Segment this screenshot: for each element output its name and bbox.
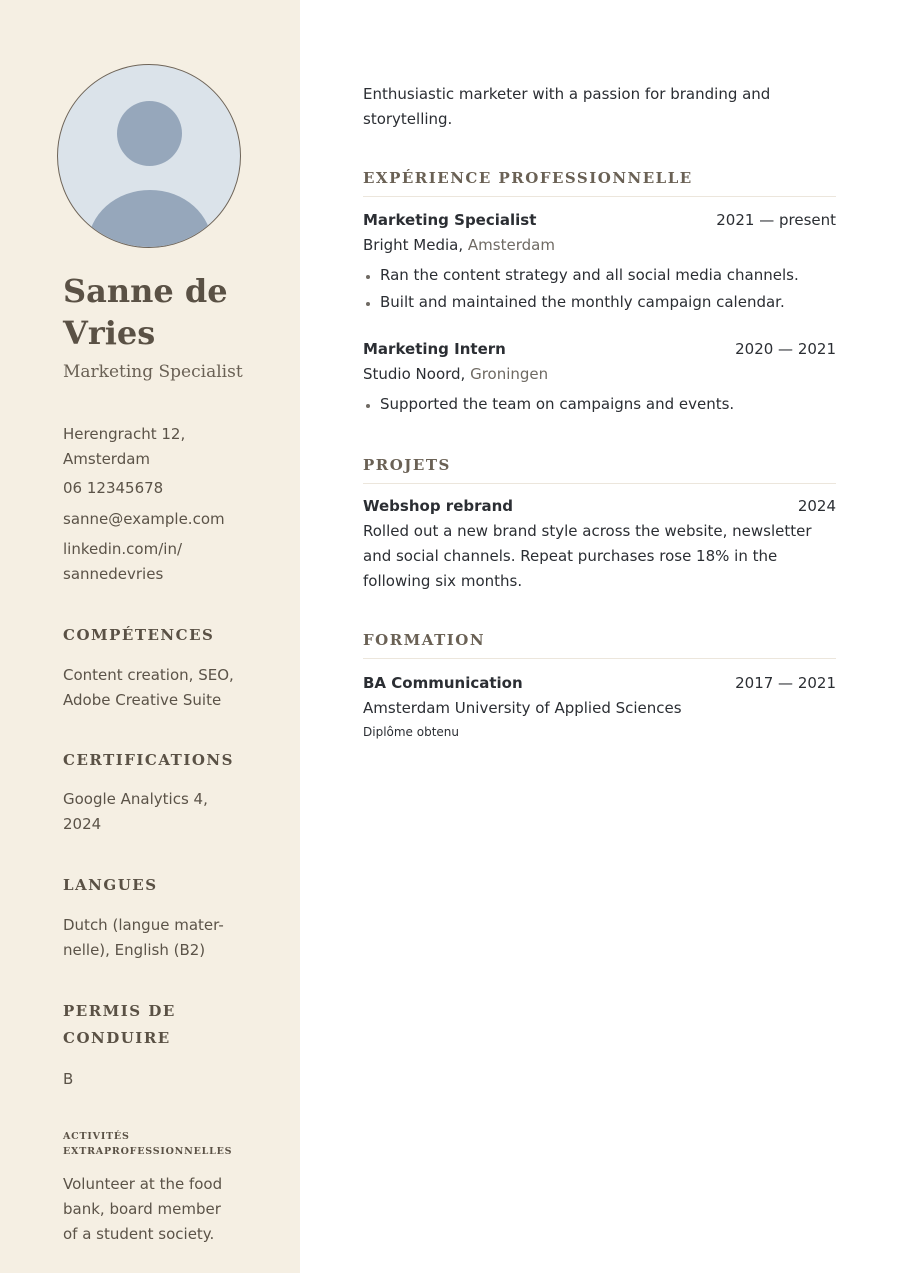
license-heading: PERMIS DE CONDUIRE [63, 1002, 176, 1047]
contact-phone: 06 12345678 [63, 479, 164, 497]
job-organization: Bright Media, Amsterdam [363, 236, 555, 254]
certifications-heading: CERTIFICATIONS [63, 751, 234, 769]
degree-dates: 2017 — 2021 [735, 674, 836, 692]
job-location: Amsterdam [467, 236, 555, 254]
contact-linkedin[interactable]: linkedin.com/in/ sannedevries [63, 540, 183, 583]
experience-heading: EXPÉRIENCE PROFESSIONNELLE [363, 169, 836, 197]
job-bullets [363, 262, 836, 316]
activities-heading: ACTIVITÉS EXTRAPROFESSIONNELLES [63, 1131, 233, 1157]
candidate-role: Marketing Specialist [63, 362, 243, 382]
avatar-body-shape [88, 190, 212, 248]
project-title: Webshop rebrand [363, 497, 514, 515]
avatar-placeholder-icon [57, 64, 241, 248]
school-name: Amsterdam University of Applied Sciences [363, 699, 682, 717]
job-bullet: • Built and maintained the monthly campaign calendar. [380, 289, 836, 316]
job-location: Groningen [470, 365, 549, 383]
job-company: Bright Media [363, 236, 459, 254]
job-title: Marketing Specialist [363, 211, 537, 229]
job-bullets [363, 391, 836, 418]
job-bullet: • Ran the content strategy and all social media channels. [380, 262, 836, 289]
job-company: Studio Noord [363, 365, 461, 383]
languages-heading: LANGUES [63, 876, 158, 894]
certifications-text: Google Analytics 4, 2024 [63, 790, 208, 833]
experience-entry [363, 208, 836, 316]
skills-heading: COMPÉTENCES [63, 626, 215, 644]
contact-address: Herengracht 12, Amsterdam [63, 425, 186, 468]
candidate-name: Sanne de Vries [63, 272, 228, 352]
experience-entry [363, 337, 836, 418]
projects-heading: PROJETS [363, 456, 836, 484]
education-entry [363, 671, 836, 744]
degree-title: BA Communication [363, 674, 523, 692]
education-heading: FORMATION [363, 631, 836, 659]
license-text: B [63, 1070, 74, 1088]
skills-text: Content creation, SEO, Adobe Creative Suite [63, 666, 234, 709]
sidebar [0, 0, 300, 1273]
activities-text: Volunteer at the food bank, board member of a student society. [63, 1175, 223, 1243]
job-dates: 2021 — present [716, 211, 836, 229]
languages-text: Dutch (langue mater- nelle), English (B2) [63, 916, 224, 959]
profile-summary: Enthusiastic marketer with a passion for branding and storytelling. [363, 85, 771, 128]
job-title: Marketing Intern [363, 340, 506, 358]
job-dates: 2020 — 2021 [735, 340, 836, 358]
avatar-head-shape [117, 101, 182, 166]
project-year: 2024 [797, 497, 836, 515]
degree-note: Diplôme obtenu [363, 725, 460, 739]
contact-email[interactable]: sanne@example.com [63, 510, 225, 528]
job-bullet: • Supported the team on campaigns and events. [380, 391, 836, 418]
project-description: Rolled out a new brand style across the website, newsletter and social channels. Repeat purchases rose 18% in the following six months. [363, 522, 812, 590]
job-organization: Studio Noord, Groningen [363, 365, 549, 383]
project-entry [363, 494, 836, 594]
